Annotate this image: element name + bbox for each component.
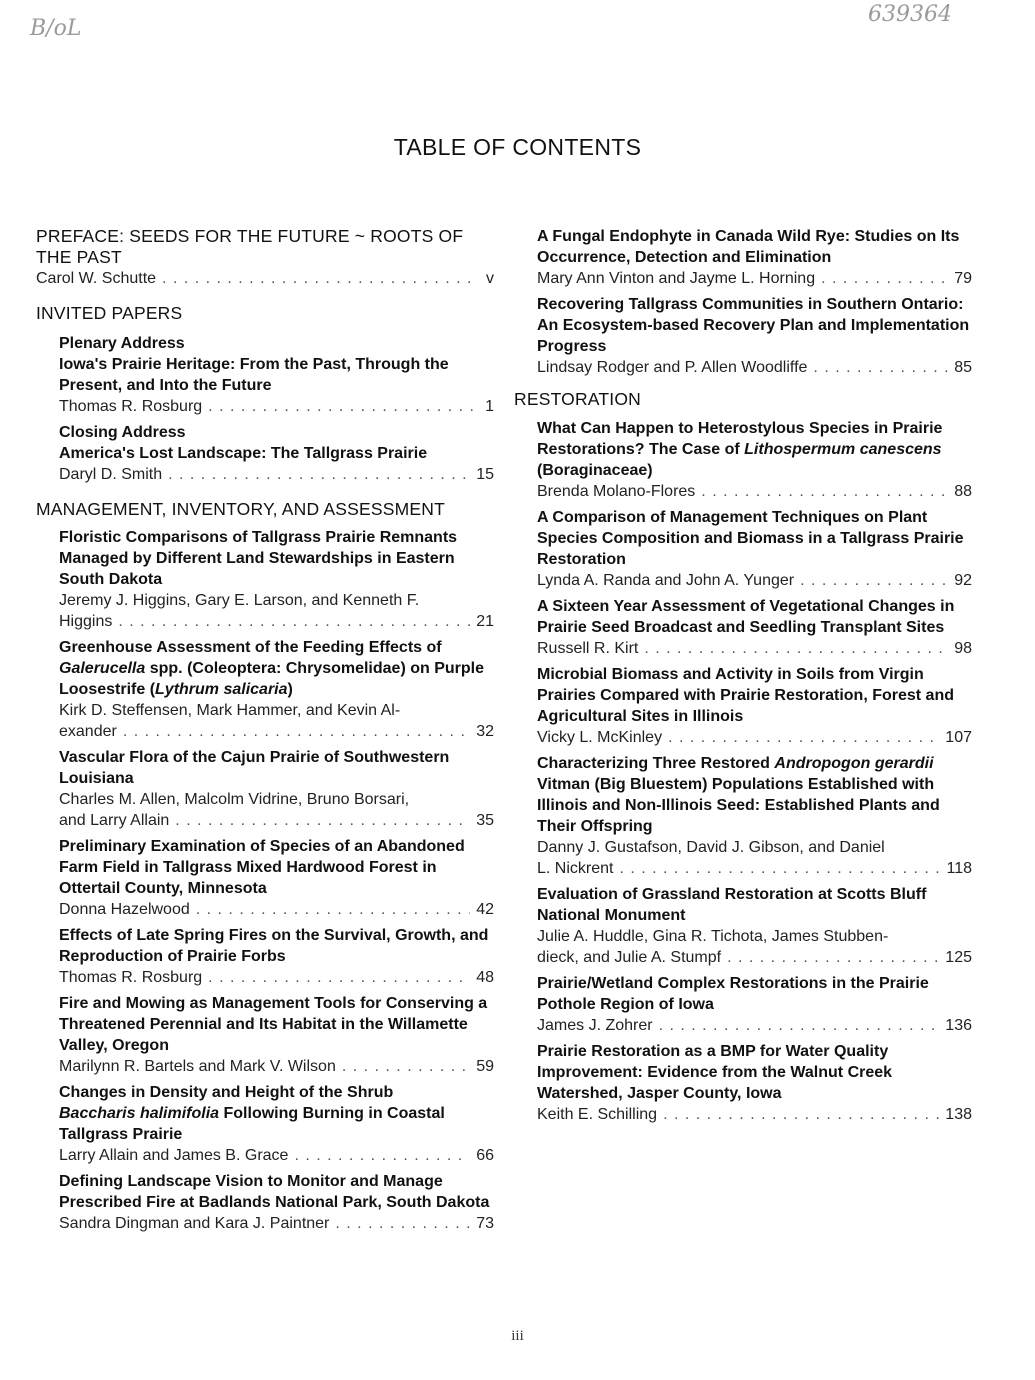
toc-author-line — [59, 967, 494, 988]
page-number: iii — [511, 1328, 524, 1344]
toc-author-line — [537, 481, 972, 502]
dot-leader — [663, 1104, 939, 1125]
toc-author-line — [537, 947, 972, 968]
dot-leader — [800, 570, 948, 591]
entry-title: Vascular Flora of the Cajun Prairie of Southwestern Louisiana — [59, 749, 450, 787]
entry-page: 1 — [485, 398, 494, 415]
entry-title: Iowa's Prairie Heritage: From the Past, Through the Present, and Into the Future — [59, 356, 449, 394]
left-column — [36, 226, 494, 1234]
toc-author-line — [36, 268, 494, 289]
dot-leader — [821, 268, 948, 289]
entry-author: Keith E. Schilling — [537, 1106, 658, 1123]
toc-author-line — [537, 1104, 972, 1125]
dot-leader — [659, 1015, 940, 1036]
toc-entry — [514, 226, 972, 289]
species-name: Galerucella — [59, 660, 146, 677]
entry-page: 66 — [476, 1147, 494, 1164]
entry-page: 79 — [954, 270, 972, 287]
toc-section-preface — [36, 226, 494, 289]
entry-page: 42 — [476, 901, 494, 918]
toc-author-line — [59, 1213, 494, 1234]
entry-author: and Larry Allain — [59, 812, 170, 829]
entry-author: exander — [59, 723, 117, 740]
entry-page: 73 — [476, 1215, 494, 1232]
entry-page: 98 — [954, 640, 972, 657]
entry-author: Daryl D. Smith — [59, 466, 163, 483]
dot-leader — [123, 721, 470, 742]
toc-entry — [514, 1041, 972, 1125]
section-heading: MANAGEMENT, INVENTORY, AND ASSESSMENT — [36, 499, 446, 519]
toc-author-line — [537, 268, 972, 289]
entry-author: Thomas R. Rosburg — [59, 398, 203, 415]
toc-author-line — [59, 611, 494, 632]
entry-page: v — [486, 270, 494, 287]
entry-title: Prairie/Wetland Complex Restorations in the Prairie Pothole Region of Iowa — [537, 975, 929, 1013]
entry-title: America's Lost Landscape: The Tallgrass Prairie — [59, 445, 428, 462]
dot-leader — [668, 727, 939, 748]
entry-author: Lynda A. Randa and John A. Yunger — [537, 572, 795, 589]
entry-title: Defining Landscape Vision to Monitor and Manage Prescribed Fire at Badlands National Park, South Dakota — [59, 1173, 490, 1211]
dot-leader — [619, 858, 940, 879]
entry-author: Mary Ann Vinton and Jayme L. Horning — [537, 270, 816, 287]
dot-leader — [196, 899, 470, 920]
toc-entry — [36, 925, 494, 988]
entry-page: 21 — [476, 613, 494, 630]
toc-entry — [36, 422, 494, 485]
entry-title: Evaluation of Grassland Restoration at Scotts Bluff National Monument — [537, 886, 927, 924]
entry-page: 138 — [945, 1106, 972, 1123]
entry-author: Carol W. Schutte — [36, 270, 157, 287]
toc-author-line — [59, 899, 494, 920]
entry-author: Russell R. Kirt — [537, 640, 639, 657]
dot-leader — [168, 464, 470, 485]
dot-leader — [208, 396, 476, 417]
section-heading: PREFACE: SEEDS FOR THE FUTURE ~ ROOTS OF THE PAST — [36, 226, 464, 267]
dot-leader — [294, 1145, 470, 1166]
entry-title: A Sixteen Year Assessment of Vegetational Changes in Prairie Seed Broadcast and Seedling Transplant Sites — [537, 598, 955, 636]
toc-author-line — [537, 638, 972, 659]
entry-page: 35 — [476, 812, 494, 829]
entry-author: dieck, and Julie A. Stumpf — [537, 949, 722, 966]
toc-section-management — [36, 499, 494, 1234]
section-heading: RESTORATION — [514, 389, 641, 409]
entry-title: Greenhouse Assessment of the Feeding Effects of Galerucella spp. (Coleoptera: Chrysomelidae) on Purple Loosestrife (Lythrum salicaria) — [59, 639, 484, 698]
toc-entry — [514, 753, 972, 879]
right-column — [514, 226, 972, 1125]
entry-author-line1: Jeremy J. Higgins, Gary E. Larson, and Kenneth F. — [59, 592, 420, 609]
entry-page: 125 — [945, 949, 972, 966]
entry-author: Higgins — [59, 613, 113, 630]
species-name: Andropogon gerardii — [774, 755, 934, 772]
entry-page: 32 — [476, 723, 494, 740]
entry-title: Microbial Biomass and Activity in Soils from Virgin Prairies Compared with Prairie Restoration, Forest and Agricultural Sites in Illinois — [537, 666, 954, 725]
toc-entry — [514, 596, 972, 659]
toc-entry — [36, 637, 494, 742]
entry-author-line1: Julie A. Huddle, Gina R. Tichota, James Stubben- — [537, 928, 889, 945]
toc-entry — [36, 333, 494, 417]
toc-entry — [514, 294, 972, 378]
toc-section-restoration — [514, 389, 972, 1125]
entry-author: Larry Allain and James B. Grace — [59, 1147, 289, 1164]
species-name: Lythrum salicaria — [155, 681, 288, 698]
entry-author: Lindsay Rodger and P. Allen Woodliffe — [537, 359, 808, 376]
entry-page: 15 — [476, 466, 494, 483]
entry-title: Floristic Comparisons of Tallgrass Prairie Remnants Managed by Different Land Stewardships in Eastern South Dakota — [59, 529, 458, 588]
handwritten-note-right: 639364 — [868, 2, 952, 27]
species-name: Baccharis halimifolia — [59, 1105, 220, 1122]
entry-title: Changes in Density and Height of the Shrub Baccharis halimifolia Following Burning in Coastal Tallgrass Prairie — [59, 1084, 445, 1143]
entry-page: 88 — [954, 483, 972, 500]
entry-author: Sandra Dingman and Kara J. Paintner — [59, 1215, 330, 1232]
toc-author-line — [537, 727, 972, 748]
entry-author-line1: Kirk D. Steffensen, Mark Hammer, and Kevin Al- — [59, 702, 401, 719]
entry-subheading: Plenary Address — [59, 335, 185, 352]
entry-title: Prairie Restoration as a BMP for Water Quality Improvement: Evidence from the Walnut Creek Watershed, Jasper County, Iowa — [537, 1043, 893, 1102]
page-title: TABLE OF CONTENTS — [393, 134, 642, 160]
dot-leader — [727, 947, 939, 968]
entry-subheading: Closing Address — [59, 424, 186, 441]
toc-entry — [36, 527, 494, 632]
handwritten-note-left: B/oL — [30, 16, 82, 41]
entry-title: Effects of Late Spring Fires on the Survival, Growth, and Reproduction of Prairie Forbs — [59, 927, 489, 965]
toc-entry — [36, 1171, 494, 1234]
entry-page: 48 — [476, 969, 494, 986]
entry-title: A Fungal Endophyte in Canada Wild Rye: Studies on Its Occurrence, Detection and Elimination — [537, 228, 960, 266]
entry-title: Preliminary Examination of Species of an Abandoned Farm Field in Tallgrass Mixed Hardwood Forest in Ottertail County, Minnesota — [59, 838, 465, 897]
toc-author-line — [59, 721, 494, 742]
toc-author-line — [537, 1015, 972, 1036]
dot-leader — [208, 967, 470, 988]
toc-author-line — [59, 1056, 494, 1077]
section-heading: INVITED PAPERS — [36, 303, 183, 323]
entry-page: 107 — [945, 729, 972, 746]
entry-author-line1: Danny J. Gustafson, David J. Gibson, and Daniel — [537, 839, 885, 856]
toc-author-line — [537, 570, 972, 591]
toc-author-line — [537, 357, 972, 378]
entry-page: 85 — [954, 359, 972, 376]
entry-author-line1: Charles M. Allen, Malcolm Vidrine, Bruno Borsari, — [59, 791, 410, 808]
entry-author: Donna Hazelwood — [59, 901, 190, 918]
toc-entry — [514, 664, 972, 748]
entry-page: 59 — [476, 1058, 494, 1075]
toc-author-line — [59, 464, 494, 485]
toc-entry — [514, 973, 972, 1036]
dot-leader — [342, 1056, 470, 1077]
dot-leader — [701, 481, 948, 502]
toc-author-line — [59, 1145, 494, 1166]
entry-title: Characterizing Three Restored Andropogon gerardii Vitman (Big Bluestem) Populations Established with Illinois and Non-Illinois Seed: Established Plants and Their Offspring — [537, 755, 940, 835]
entry-title: Recovering Tallgrass Communities in Southern Ontario: An Ecosystem-based Recovery Plan and Implementation Progress — [537, 296, 970, 355]
dot-leader — [644, 638, 948, 659]
dot-leader — [813, 357, 948, 378]
toc-author-line — [537, 858, 972, 879]
toc-section-invited — [36, 303, 494, 485]
entry-title: A Comparison of Management Techniques on Plant Species Composition and Biomass in a Tallgrass Prairie Restoration — [537, 509, 964, 568]
species-name: Lithospermum canescens — [744, 441, 942, 458]
toc-entry — [514, 507, 972, 591]
entry-author: L. Nickrent — [537, 860, 614, 877]
dot-leader — [118, 611, 470, 632]
entry-author: Marilynn R. Bartels and Mark V. Wilson — [59, 1058, 336, 1075]
toc-author-line — [59, 396, 494, 417]
toc-entry — [36, 836, 494, 920]
entry-page: 92 — [954, 572, 972, 589]
dot-leader — [175, 810, 470, 831]
entry-page: 118 — [946, 860, 972, 877]
entry-author: Vicky L. McKinley — [537, 729, 663, 746]
entry-author: James J. Zohrer — [537, 1017, 653, 1034]
entry-title: What Can Happen to Heterostylous Species in Prairie Restorations? The Case of Lithospermum canescens (Boraginaceae) — [537, 420, 943, 479]
dot-leader — [162, 268, 476, 289]
toc-entry — [36, 993, 494, 1077]
entry-page: 136 — [945, 1017, 972, 1034]
toc-entry — [36, 747, 494, 831]
entry-author: Brenda Molano-Flores — [537, 483, 696, 500]
entry-author: Thomas R. Rosburg — [59, 969, 203, 986]
toc-entry — [514, 418, 972, 502]
toc-author-line — [59, 810, 494, 831]
toc-entry — [36, 1082, 494, 1166]
entry-title: Fire and Mowing as Management Tools for Conserving a Threatened Perennial and Its Habitat in the Willamette Valley, Oregon — [59, 995, 488, 1054]
dot-leader — [335, 1213, 470, 1234]
toc-entry — [514, 884, 972, 968]
